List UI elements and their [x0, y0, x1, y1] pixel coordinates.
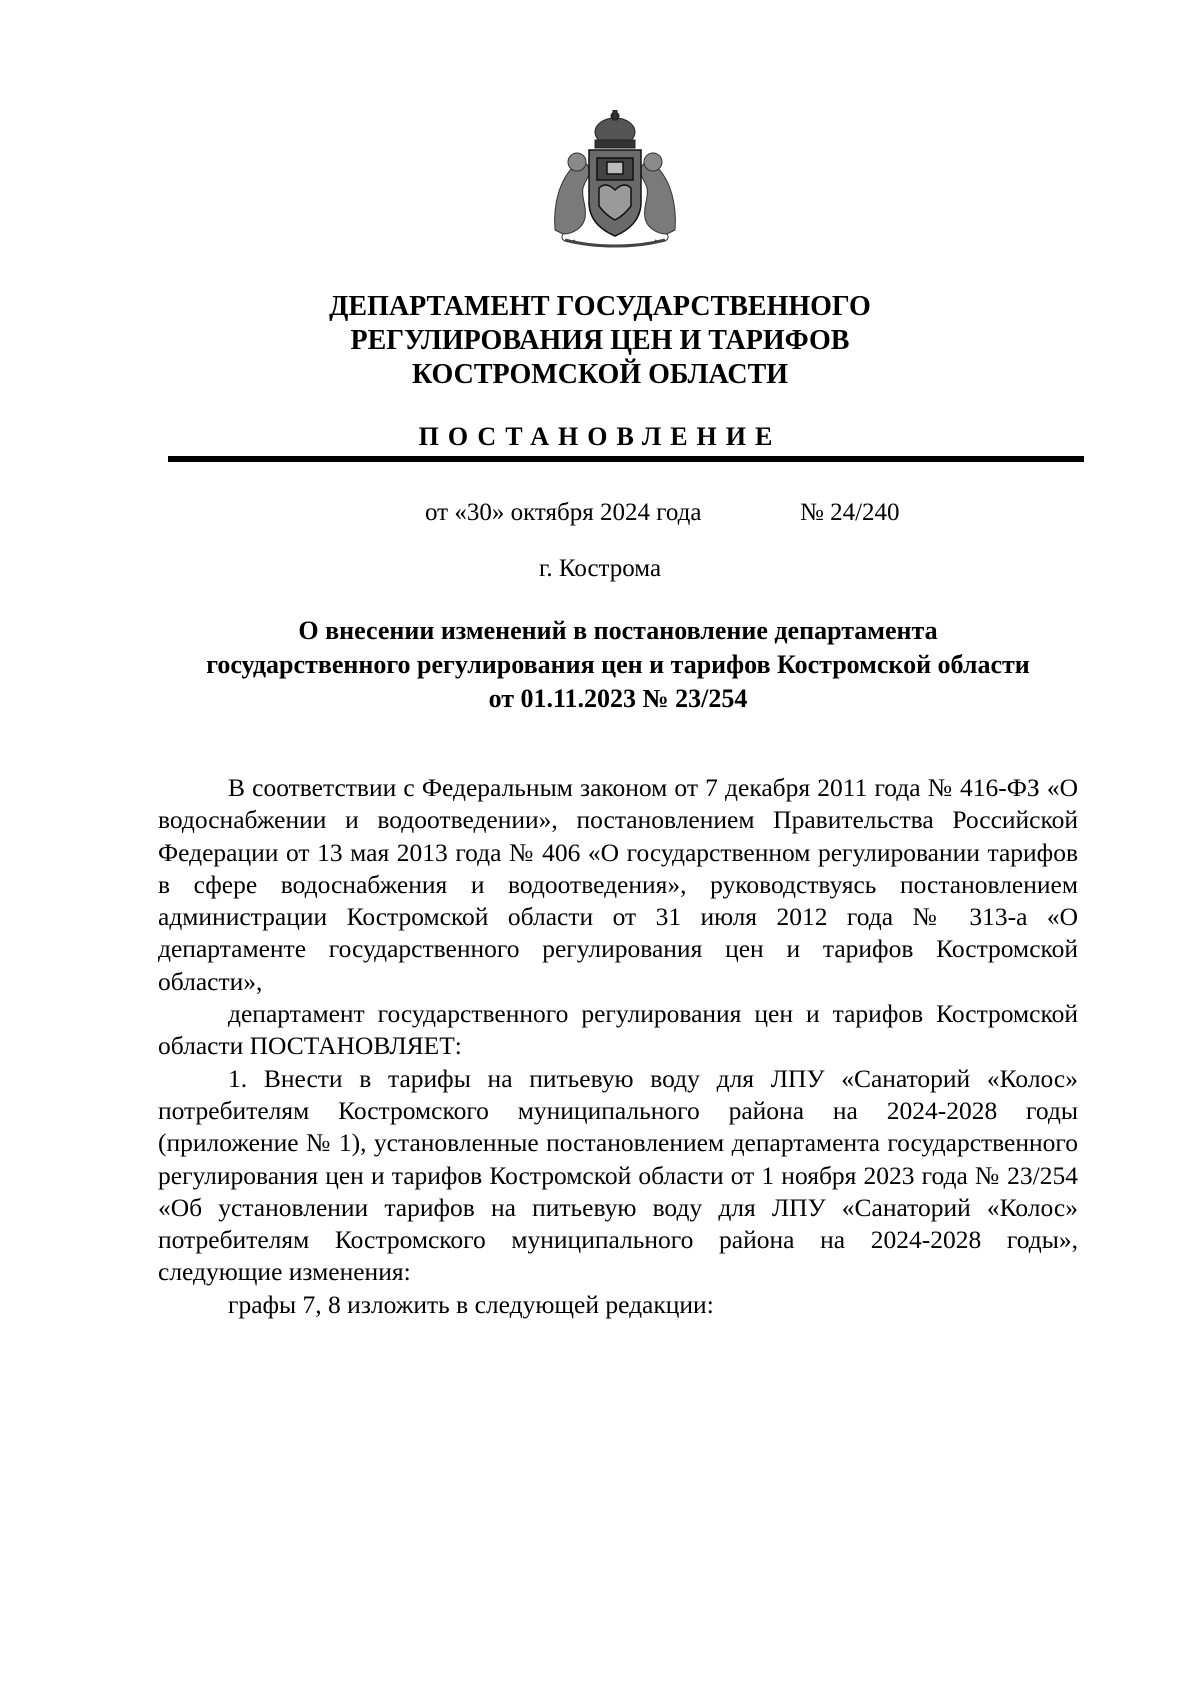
- body-paragraph: департамент государственного регулирования цен и тарифов Костромской области ПОСТАНОВЛЯЕТ:: [158, 999, 1078, 1061]
- coat-of-arms-emblem: [545, 110, 685, 250]
- header-divider: [168, 456, 1084, 462]
- decree-city: г. Кострома: [538, 555, 662, 582]
- body-paragraph: 1. Внести в тарифы на питьевую воду для ЛПУ «Санаторий «Колос» потребителям Костромского муниципального района на 2024-2028 годы (приложение № 1), установленные постановлением департамента государственного регулирования цен и тарифов Костромской области от 1 ноября 2023 года № 23/254 «Об установлении тарифов на питьевую воду для ЛПУ «Санаторий «Колос» потребителям Костромского муниципального района на 2024-2028 годы», следующие изменения:: [158, 1063, 1078, 1287]
- decree-body: [158, 772, 1078, 1321]
- department-title-line: ДЕПАРТАМЕНТ ГОСУДАРСТВЕННОГО: [329, 291, 871, 322]
- decree-number: № 24/240: [800, 499, 900, 526]
- department-title-line: РЕГУЛИРОВАНИЯ ЦЕН И ТАРИФОВ: [350, 325, 850, 356]
- subject-line: от 01.11.2023 № 23/254: [488, 684, 748, 713]
- subject-line: государственного регулирования цен и тарифов Костромской области: [206, 650, 1030, 679]
- decree-date: от «30» октября 2024 года: [425, 499, 702, 526]
- decree-subject: [150, 614, 1086, 716]
- document-type-heading: ПОСТАНОВЛЕНИЕ: [418, 422, 782, 451]
- department-title: [0, 290, 1200, 392]
- department-title-line: КОСТРОМСКОЙ ОБЛАСТИ: [411, 359, 789, 390]
- body-paragraph: графы 7, 8 изложить в следующей редакции:: [228, 1289, 714, 1319]
- body-paragraph: В соответствии с Федеральным законом от 7 декабря 2011 года № 416-ФЗ «О водоснабжении и водоотведении», постановлением Правительства Российской Федерации от 13 мая 2013 года № 406 «О государственном регулировании тарифов в сфере водоснабжения и водоотведения», руководствуясь постановлением администрации Костромской области от 31 июля 2012 года № 313-а «О департаменте государственного регулирования цен и тарифов Костромской области»,: [158, 773, 1078, 996]
- subject-line: О внесении изменений в постановление департамента: [298, 616, 938, 645]
